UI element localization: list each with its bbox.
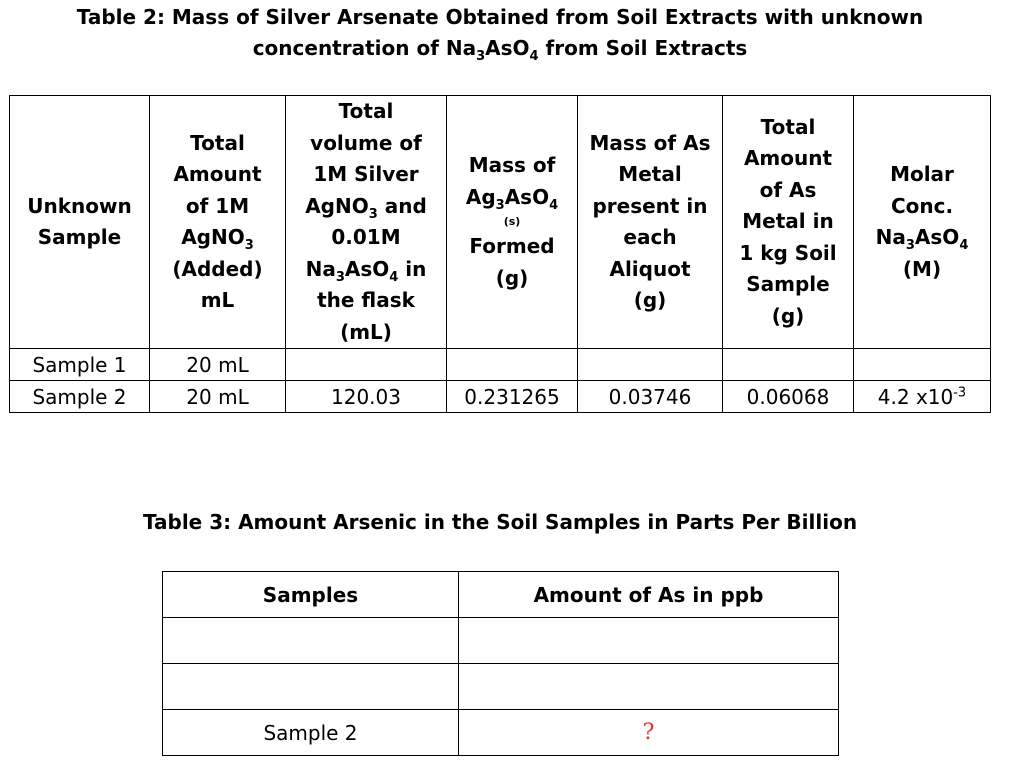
header-unknown-sample <box>10 96 150 349</box>
cell-mass-as <box>578 349 723 381</box>
header-text: Na <box>875 225 906 249</box>
subscript: 3 <box>368 206 378 222</box>
subscript: 4 <box>529 49 539 64</box>
header-text: AsO <box>344 256 390 281</box>
header-line: 0.01M <box>331 225 401 249</box>
header-text: AgNO <box>181 225 245 249</box>
header-line <box>286 191 446 223</box>
cell-amount <box>459 664 839 710</box>
header-line: of As <box>759 177 817 202</box>
header-line: Metal <box>618 162 682 186</box>
header-line: volume of <box>310 130 422 155</box>
cell-amount <box>459 710 839 756</box>
header-line: Aliquot <box>609 256 691 281</box>
header-line <box>447 182 577 214</box>
header-total-as-soil <box>723 96 854 349</box>
cell-volume: 120.03 <box>286 381 447 413</box>
superscript: -3 <box>953 384 967 400</box>
header-text: AsO <box>914 225 960 249</box>
header-text: in <box>398 256 427 281</box>
cell-molar <box>854 349 991 381</box>
header-line: (Added) <box>172 256 263 281</box>
header-line: Molar <box>890 162 954 186</box>
header-total-agno3 <box>150 96 286 349</box>
header-molar-conc <box>854 96 991 349</box>
header-line: Amount <box>743 146 833 171</box>
table2-title-line2-part: from Soil Extracts <box>538 36 748 60</box>
header-line: Unknown <box>27 193 132 218</box>
cell-mass-as: 0.03746 <box>578 381 723 413</box>
header-line: (g) <box>495 265 529 290</box>
arsenic-ppb-table <box>162 571 839 756</box>
header-amount-ppb: Amount of As in ppb <box>459 572 839 618</box>
header-line: Sample <box>746 272 830 297</box>
header-line: 1M Silver <box>313 162 419 186</box>
cell-sample: Sample 2 <box>163 710 459 756</box>
header-line: (g) <box>771 303 805 328</box>
header-text: Ag <box>465 184 496 209</box>
handwritten-question-mark: ? <box>642 720 655 745</box>
subscript: 4 <box>389 269 399 285</box>
cell-total-as: 0.06068 <box>723 381 854 413</box>
cell-molar <box>854 381 991 413</box>
header-line: Metal in <box>742 209 834 234</box>
subscript: 3 <box>476 49 486 64</box>
header-text: AsO <box>504 184 550 209</box>
cell-agno3: 20 mL <box>150 381 286 413</box>
table-row <box>163 618 839 664</box>
subscript: 3 <box>244 238 254 253</box>
header-line: (M) <box>902 256 942 281</box>
header-total-volume <box>286 96 447 349</box>
header-line: Sample <box>37 225 122 249</box>
header-mass-ag3aso4 <box>447 96 578 349</box>
cell-agno3: 20 mL <box>150 349 286 381</box>
table2-title-line2-part: concentration of Na <box>252 36 477 60</box>
subscript: 3 <box>495 197 505 213</box>
subscript: 4 <box>549 197 559 213</box>
header-text: and <box>377 193 427 218</box>
header-state-label: (s) <box>503 215 521 228</box>
subscript: 3 <box>335 269 345 285</box>
table2-title <box>0 2 1000 64</box>
header-line <box>286 254 446 286</box>
subscript: 3 <box>905 238 915 253</box>
table3-header-row <box>163 572 839 618</box>
header-line <box>150 222 285 254</box>
header-line: Total <box>760 114 816 139</box>
header-line: Mass of <box>468 153 556 177</box>
table-row <box>163 710 839 756</box>
header-line: Formed <box>469 234 555 258</box>
cell-sample: Sample 1 <box>10 349 150 381</box>
header-line: mL <box>200 288 235 312</box>
header-line: Total <box>190 130 245 155</box>
silver-arsenate-table <box>9 95 991 413</box>
header-line: present in <box>592 193 708 218</box>
header-line: Mass of As <box>589 130 711 155</box>
header-mass-as-aliquot <box>578 96 723 349</box>
header-line: 1 kg Soil <box>739 240 837 265</box>
cell-mass-ag3aso4: 0.231265 <box>447 381 578 413</box>
header-text: AgNO <box>305 193 369 218</box>
table3-title: Table 3: Amount Arsenic in the Soil Samples in Parts Per Billion <box>142 510 858 534</box>
header-line: (mL) <box>340 319 392 344</box>
header-samples: Samples <box>163 572 459 618</box>
header-line: Conc. <box>890 193 954 218</box>
table-row <box>10 349 991 381</box>
cell-mass-ag3aso4 <box>447 349 578 381</box>
table-row <box>163 664 839 710</box>
cell-sample <box>163 664 459 710</box>
header-line: each <box>623 225 677 249</box>
header-line: Amount <box>173 162 262 186</box>
header-text: Na <box>305 256 336 281</box>
table2-title-line1: Table 2: Mass of Silver Arsenate Obtained from Soil Extracts with unknown <box>76 5 924 29</box>
header-line: (g) <box>633 288 667 312</box>
table2-header-row <box>10 96 991 349</box>
table-row <box>10 381 991 413</box>
cell-sample <box>163 618 459 664</box>
cell-text: 4.2 x10 <box>877 384 954 409</box>
cell-total-as <box>723 349 854 381</box>
header-line: Total <box>338 99 394 123</box>
cell-volume <box>286 349 447 381</box>
subscript: 4 <box>959 238 969 253</box>
header-line: the flask <box>317 288 415 312</box>
header-line: of 1M <box>185 193 250 218</box>
header-line <box>854 222 990 254</box>
table2-title-line2-part: AsO <box>485 36 530 60</box>
cell-amount <box>459 618 839 664</box>
cell-sample: Sample 2 <box>10 381 150 413</box>
